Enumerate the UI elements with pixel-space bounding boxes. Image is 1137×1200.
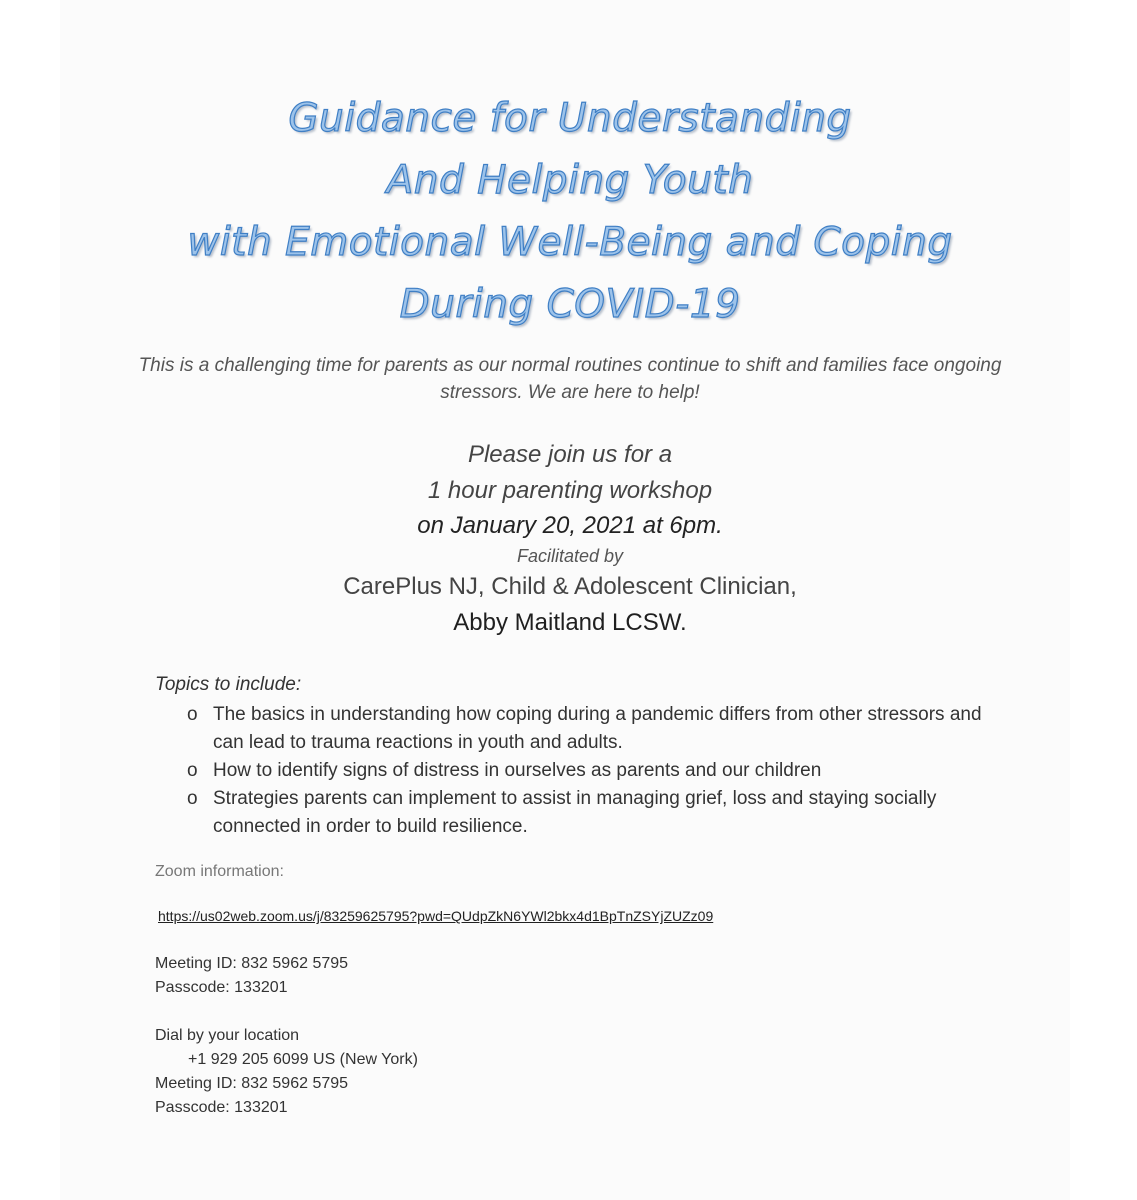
facilitator-name: Abby Maitland LCSW. <box>453 609 687 636</box>
dial-in-info <box>155 1024 1015 1120</box>
dial-meeting-id: Meeting ID: 832 5962 5795 <box>155 1075 349 1092</box>
hollow-bullet-icon: o <box>187 760 198 781</box>
invitation-block <box>200 437 940 641</box>
hollow-bullet-icon: o <box>187 788 198 809</box>
title-line-3: with Emotional Well-Being and Coping <box>187 220 953 265</box>
title-line-2: And Helping Youth <box>386 158 754 203</box>
title-line-4: During COVID-19 <box>399 282 741 327</box>
zoom-section <box>155 860 1015 1120</box>
topic-list <box>155 701 985 841</box>
topic-text: How to identify signs of distress in ourselves as parents and our children <box>213 760 822 781</box>
topic-text: Strategies parents can implement to assist in managing grief, loss and staying socially connected in order to build resilience. <box>213 788 937 837</box>
flyer-title <box>100 88 1040 336</box>
dial-passcode: Passcode: 133201 <box>155 1099 288 1116</box>
zoom-meeting-link[interactable]: https://us02web.zoom.us/j/83259625795?pwd=QUdpZkN6YWl2bkx4d1BpTnZSYjZUZz09 <box>158 908 714 924</box>
topic-item <box>155 757 985 785</box>
invitation-line-2: 1 hour parenting workshop <box>427 477 713 504</box>
meeting-id: Meeting ID: 832 5962 5795 <box>155 955 349 972</box>
hollow-bullet-icon: o <box>187 704 198 725</box>
title-line-1: Guidance for Understanding <box>288 96 852 141</box>
topic-item <box>155 785 985 841</box>
meeting-credentials <box>155 952 1015 1000</box>
topic-item <box>155 701 985 757</box>
topic-text: The basics in understanding how coping during a pandemic differs from other stressors and can lead to trauma reactions in youth and adults. <box>213 704 982 753</box>
clinician-title: CarePlus NJ, Child & Adolescent Clinician, <box>343 573 797 600</box>
topics-heading: Topics to include: <box>155 674 302 695</box>
intro-paragraph: This is a challenging time for parents as our normal routines continue to shift and families face ongoing stressors. We are here to help! <box>138 355 1002 403</box>
topics-section <box>155 672 985 841</box>
dial-number: +1 929 205 6099 US (New York) <box>188 1051 418 1068</box>
dial-label: Dial by your location <box>155 1027 300 1044</box>
meeting-passcode: Passcode: 133201 <box>155 979 288 996</box>
zoom-heading: Zoom information: <box>155 863 284 880</box>
facilitated-by-label: Facilitated by <box>516 546 624 566</box>
workshop-date: on January 20, 2021 at 6pm. <box>417 512 723 539</box>
invitation-line-1: Please join us for a <box>467 441 673 468</box>
